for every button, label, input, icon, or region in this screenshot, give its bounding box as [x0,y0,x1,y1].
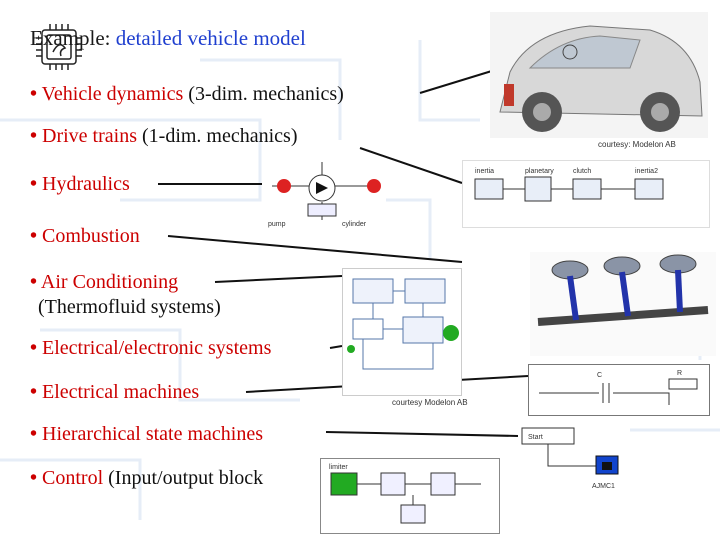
bullet-electrical-machines: • Electrical machines [30,381,200,403]
car-model-image [490,12,708,138]
ctrl-label-a: limiter [329,464,348,471]
air-conditioning-subtitle: (Thermofluid systems) [38,296,221,318]
state-machine-diagram [518,426,630,498]
thermofluid-diagram [342,268,462,396]
drive-label-a: inertia [475,168,495,175]
car-illustration [490,12,708,138]
title-highlight: detailed vehicle model [115,26,306,50]
drive-train-diagram [462,160,710,228]
credit-top: courtesy: Modelon AB [598,140,676,149]
bullet-vehicle-dynamics: • Vehicle dynamics (3-dim. mechanics) [30,83,344,105]
slide-title [30,26,306,51]
drive-label-d: inertia2 [635,168,658,175]
drive-label-c: clutch [573,168,592,175]
state-label-a: Start [528,434,543,441]
drive-label-b: planetary [525,168,554,175]
hydraulics-diagram [262,158,386,230]
elec-label-a: C [597,372,603,379]
title-prefix: Example: [30,26,111,50]
elec-label-b: R [677,370,683,377]
bullet-drive-trains: • Drive trains (1-dim. mechanics) [30,125,298,147]
credit-mid: courtesy Modelon AB [392,398,468,407]
state-label-b: AJMC1 [592,483,615,490]
electrical-machine-diagram [528,364,710,416]
bullet-electrical-systems: • Electrical/electronic systems [30,337,272,359]
hyd-label-b: cylinder [342,221,367,228]
bullet-state-machines: • Hierarchical state machines [30,423,264,445]
bullet-control: • Control (Input/output block [30,467,264,489]
bullet-air-conditioning: • Air Conditioning [30,271,179,293]
bullet-combustion: • Combustion [30,225,140,247]
control-block-diagram [320,458,500,534]
bullet-hydraulics: • Hydraulics [30,173,130,195]
combustion-engine-image [530,252,716,356]
hyd-label-a: pump [268,221,286,228]
